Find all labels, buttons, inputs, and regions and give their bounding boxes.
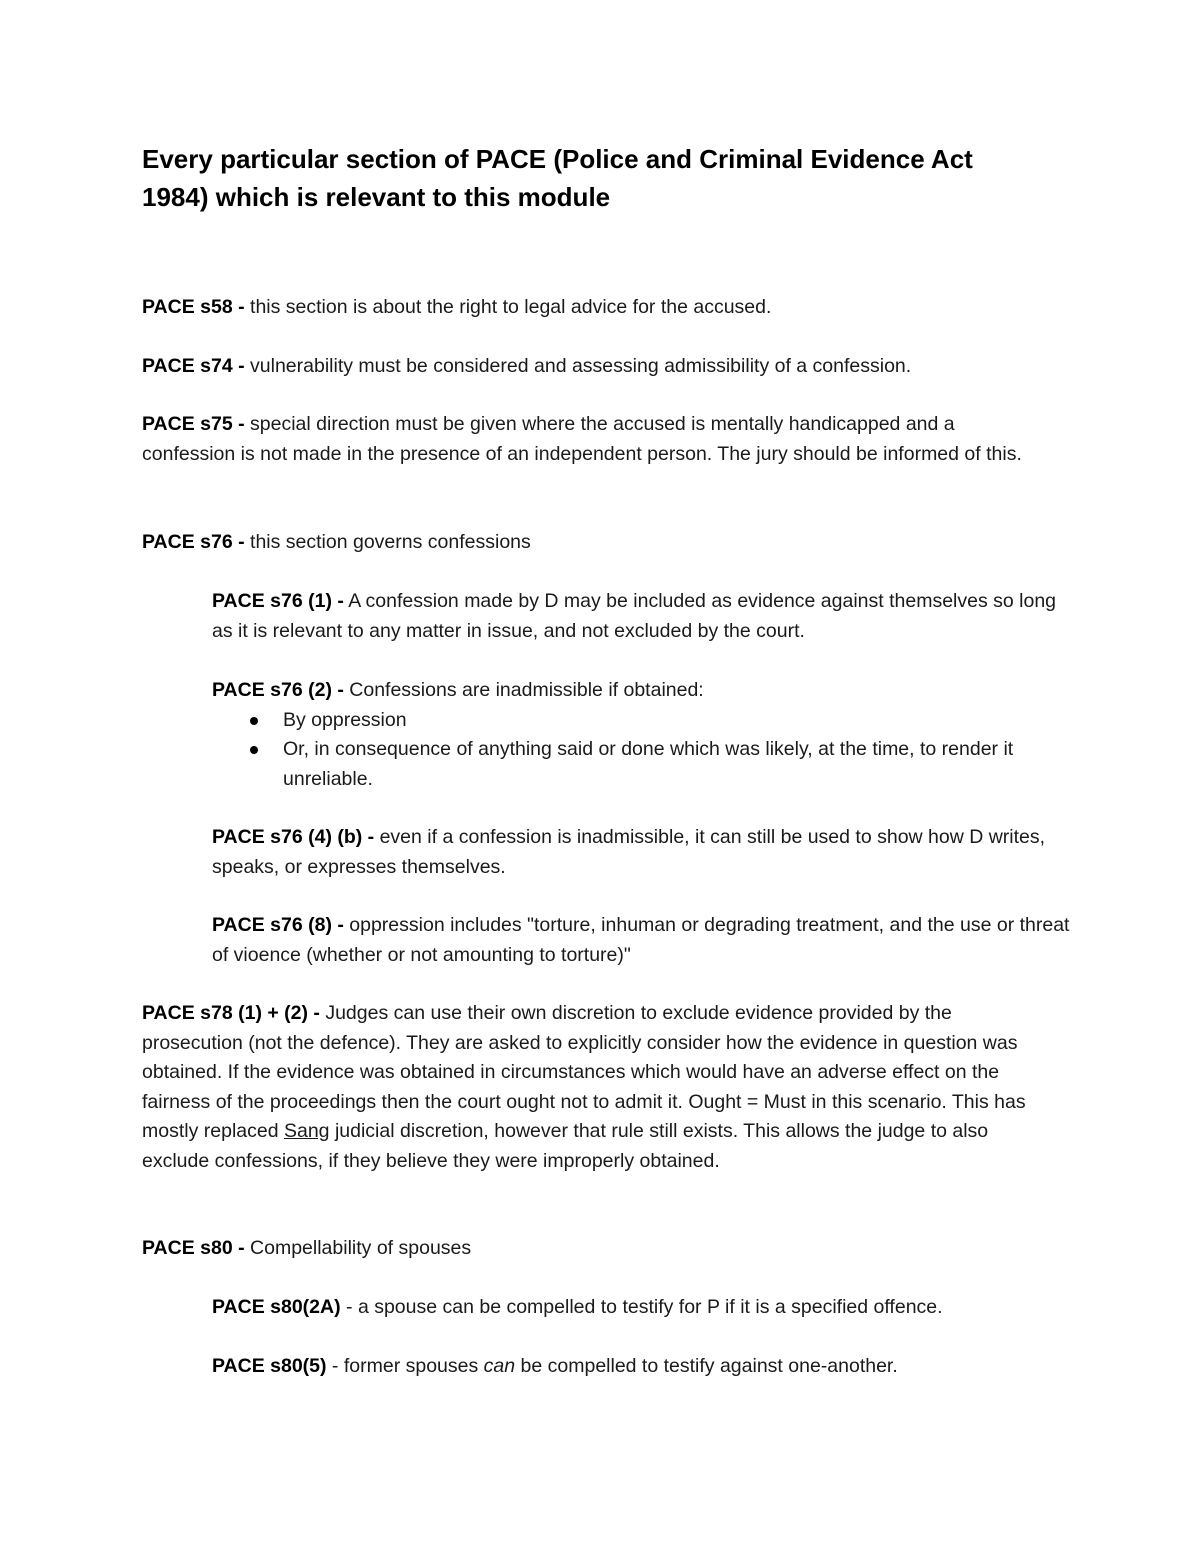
bullet-icon (250, 746, 258, 754)
section-text: vulnerability must be considered and assessing admissibility of a confession. (244, 355, 912, 377)
list-item (212, 735, 1072, 794)
section-text: - former spouses (326, 1355, 484, 1377)
list-item-text: Or, in consequence of anything said or done which was likely, at the time, to render it unreliable. (283, 738, 1014, 790)
entry-s76-2 (212, 676, 1072, 794)
section-label: PACE s76 (2) - (212, 679, 344, 701)
section-text-continued: judicial discretion, however that rule still exists. This allows the judge to also exclude confessions, if they believe they were improperly obtained. (142, 1120, 989, 1172)
list-item-text: By oppression (283, 708, 407, 731)
entry-s76-1 (212, 587, 1072, 646)
entry-s76-2-intro (212, 676, 1072, 706)
entry-s78 (142, 999, 1052, 1176)
document-title: Every particular section of PACE (Police and Criminal Evidence Act 1984) which is relevant to this module (142, 144, 973, 212)
section-label: PACE s80(5) (212, 1355, 327, 1377)
entry-s80-2a (212, 1293, 1072, 1323)
section-text: this section governs confessions (244, 531, 531, 553)
section-label: PACE s76 (1) - (212, 590, 344, 612)
section-text: oppression includes "torture, inhuman or degrading treatment, and the use or threat of vioence (whether or not amounting to torture)" (212, 914, 1070, 966)
section-text-continued: be compelled to testify against one-another. (515, 1355, 898, 1377)
section-text: Judges can use their own discretion to exclude evidence provided by the prosecution (not the defence). They are asked to explicitly consider how the evidence in question was obtained. If the evidence was obtained in circumstances which would have an adverse effect on the fairness of the proceedings then the court ought not to admit it. Ought = Must in this scenario. This has mostly replaced (142, 1002, 1026, 1142)
section-label: PACE s76 (4) (b) - (212, 826, 375, 848)
section-text: even if a confession is inadmissible, it can still be used to show how D writes, speaks, or expresses themselves. (212, 826, 1046, 878)
section-label: PACE s75 - (142, 413, 245, 435)
entry-s75 (142, 410, 1052, 469)
list-item (212, 706, 1072, 736)
section-text: Compellability of spouses (244, 1237, 472, 1259)
section-label: PACE s80 - (142, 1237, 245, 1259)
section-label: PACE s76 (8) - (212, 914, 344, 936)
bullet-icon (250, 717, 258, 725)
bullet-list (212, 706, 1072, 795)
emphasis-can: can (483, 1355, 516, 1377)
entry-s80 (142, 1234, 1052, 1264)
section-text: special direction must be given where the accused is mentally handicapped and a confession is not made in the presence of an independent person. The jury should be informed of this. (142, 413, 1022, 465)
section-label: PACE s58 - (142, 296, 245, 318)
section-label: PACE s74 - (142, 355, 245, 377)
entry-s58 (142, 293, 1052, 323)
section-label: PACE s80(2A) (212, 1296, 341, 1318)
section-text: Confessions are inadmissible if obtained: (343, 679, 704, 701)
entry-s76-4b (212, 823, 1072, 882)
entry-s76-8 (212, 911, 1072, 970)
section-text: - a spouse can be compelled to testify for P if it is a specified offence. (340, 1296, 943, 1318)
entry-s80-5 (212, 1352, 1072, 1382)
section-text: this section is about the right to legal advice for the accused. (244, 296, 772, 318)
entry-s76 (142, 528, 1052, 558)
section-label: PACE s76 - (142, 531, 245, 553)
entry-s74 (142, 352, 1052, 382)
section-text: A confession made by D may be included as evidence against themselves so long as it is relevant to any matter in issue, and not excluded by the court. (212, 590, 1057, 642)
case-name-sang: Sang (283, 1120, 330, 1142)
section-label: PACE s78 (1) + (2) - (142, 1002, 320, 1024)
